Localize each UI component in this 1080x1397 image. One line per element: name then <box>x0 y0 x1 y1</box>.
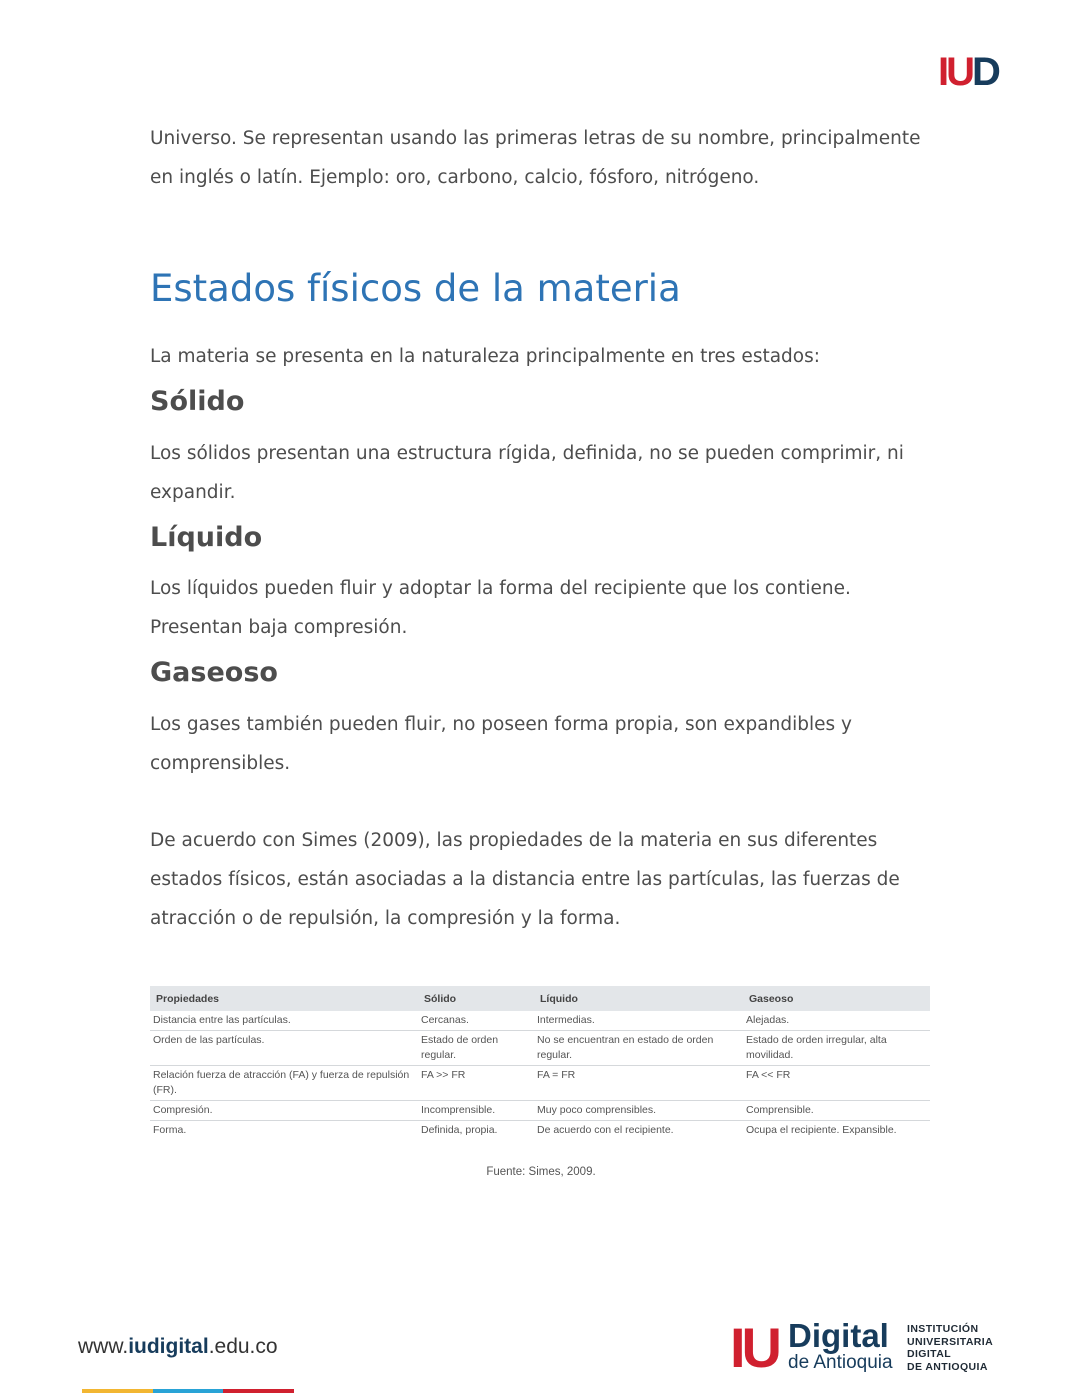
table-cell: FA = FR <box>534 1066 743 1101</box>
footer-logo-de-antioquia: de Antioquia <box>788 1352 893 1373</box>
institution-line: DE ANTIOQUIA <box>907 1360 988 1373</box>
color-bar-segment <box>153 1389 224 1393</box>
table-cell: FA >> FR <box>418 1066 534 1101</box>
header-logo <box>938 52 998 92</box>
table-caption: Fuente: Simes, 2009. <box>486 1166 596 1178</box>
solid-paragraph: Los sólidos presentan una estructura rígida, definida, no se pueden comprimir, ni expandir. <box>150 443 904 503</box>
footer-website-link[interactable] <box>78 1335 278 1359</box>
gas-heading: Gaseoso <box>150 657 278 688</box>
table-cell: Comprensible. <box>743 1101 930 1121</box>
section-title: Estados físicos de la materia <box>150 267 681 310</box>
table-header-row <box>150 986 930 1011</box>
simes-paragraph: De acuerdo con Simes (2009), las propiedades de la materia en sus diferentes estados físicos, están asociadas a la distancia entre las partículas, las fuerzas de atracción o de repulsión, la compresión y la forma. <box>150 830 900 929</box>
table-cell: No se encuentran en estado de orden regular. <box>534 1031 743 1066</box>
table-header-cell: Gaseoso <box>743 986 930 1011</box>
table-row <box>150 1121 930 1141</box>
table-cell: Incomprensible. <box>418 1101 534 1121</box>
url-prefix: www. <box>78 1335 129 1358</box>
table-cell: Ocupa el recipiente. Expansible. <box>746 1124 897 1136</box>
table-cell: De acuerdo con el recipiente. <box>537 1124 674 1136</box>
institution-name <box>907 1323 993 1373</box>
color-bar-segment <box>223 1389 294 1393</box>
table-cell: Muy poco comprensibles. <box>534 1101 743 1121</box>
table-cell: Intermedias. <box>534 1011 743 1031</box>
table-cell: Forma. <box>153 1124 187 1136</box>
table-cell: Definida, propia. <box>421 1124 498 1136</box>
footer-logo <box>730 1318 1005 1378</box>
gas-paragraph: Los gases también pueden fluir, no poseen forma propia, son expandibles y comprensibles. <box>150 714 852 774</box>
table-header-cell: Líquido <box>534 986 743 1011</box>
section-intro: La materia se presenta en la naturaleza principalmente en tres estados: <box>150 346 820 367</box>
table-header-cell: Propiedades <box>150 986 418 1011</box>
liquid-paragraph: Los líquidos pueden fluir y adoptar la forma del recipiente que los contiene. Presentan baja compresión. <box>150 578 851 638</box>
table-cell: Relación fuerza de atracción (FA) y fuerza de repulsión (FR). <box>150 1066 418 1101</box>
table-row <box>150 1031 930 1066</box>
table-row <box>150 1011 930 1031</box>
logo-letter-u: U <box>946 50 973 94</box>
table-row <box>150 1066 930 1101</box>
logo-letter-i: I <box>938 50 947 94</box>
footer-logo-iu: IU <box>730 1316 778 1379</box>
institution-line: UNIVERSITARIA <box>907 1335 994 1348</box>
url-domain-name: iudigital <box>128 1335 209 1358</box>
color-bar-segment <box>82 1389 153 1393</box>
solid-heading: Sólido <box>150 386 245 417</box>
table-cell: Estado de orden irregular, alta movilidad. <box>743 1031 930 1066</box>
table-row <box>150 1101 930 1121</box>
institution-line: INSTITUCIÓN <box>907 1323 979 1335</box>
liquid-heading: Líquido <box>150 522 263 553</box>
properties-table <box>150 986 930 1140</box>
footer-logo-digital: Digital <box>788 1317 889 1354</box>
table-cell: FA << FR <box>743 1066 930 1101</box>
url-suffix: .edu.co <box>208 1335 278 1358</box>
intro-paragraph: Universo. Se representan usando las primeras letras de su nombre, principalmente en inglés o latín. Ejemplo: oro, carbono, calcio, fósforo, nitrógeno. <box>150 128 921 188</box>
institution-line: DIGITAL <box>907 1348 952 1360</box>
table-cell: Orden de las partículas. <box>150 1031 418 1066</box>
table-header-cell: Sólido <box>418 986 534 1011</box>
footer-color-bar <box>82 1389 294 1393</box>
table-cell: Estado de orden regular. <box>418 1031 534 1066</box>
table-cell: Cercanas. <box>418 1011 534 1031</box>
logo-letter-d: D <box>972 50 998 94</box>
table-cell: Distancia entre las partículas. <box>150 1011 418 1031</box>
table-cell: Compresión. <box>150 1101 418 1121</box>
table-cell: Alejadas. <box>743 1011 930 1031</box>
